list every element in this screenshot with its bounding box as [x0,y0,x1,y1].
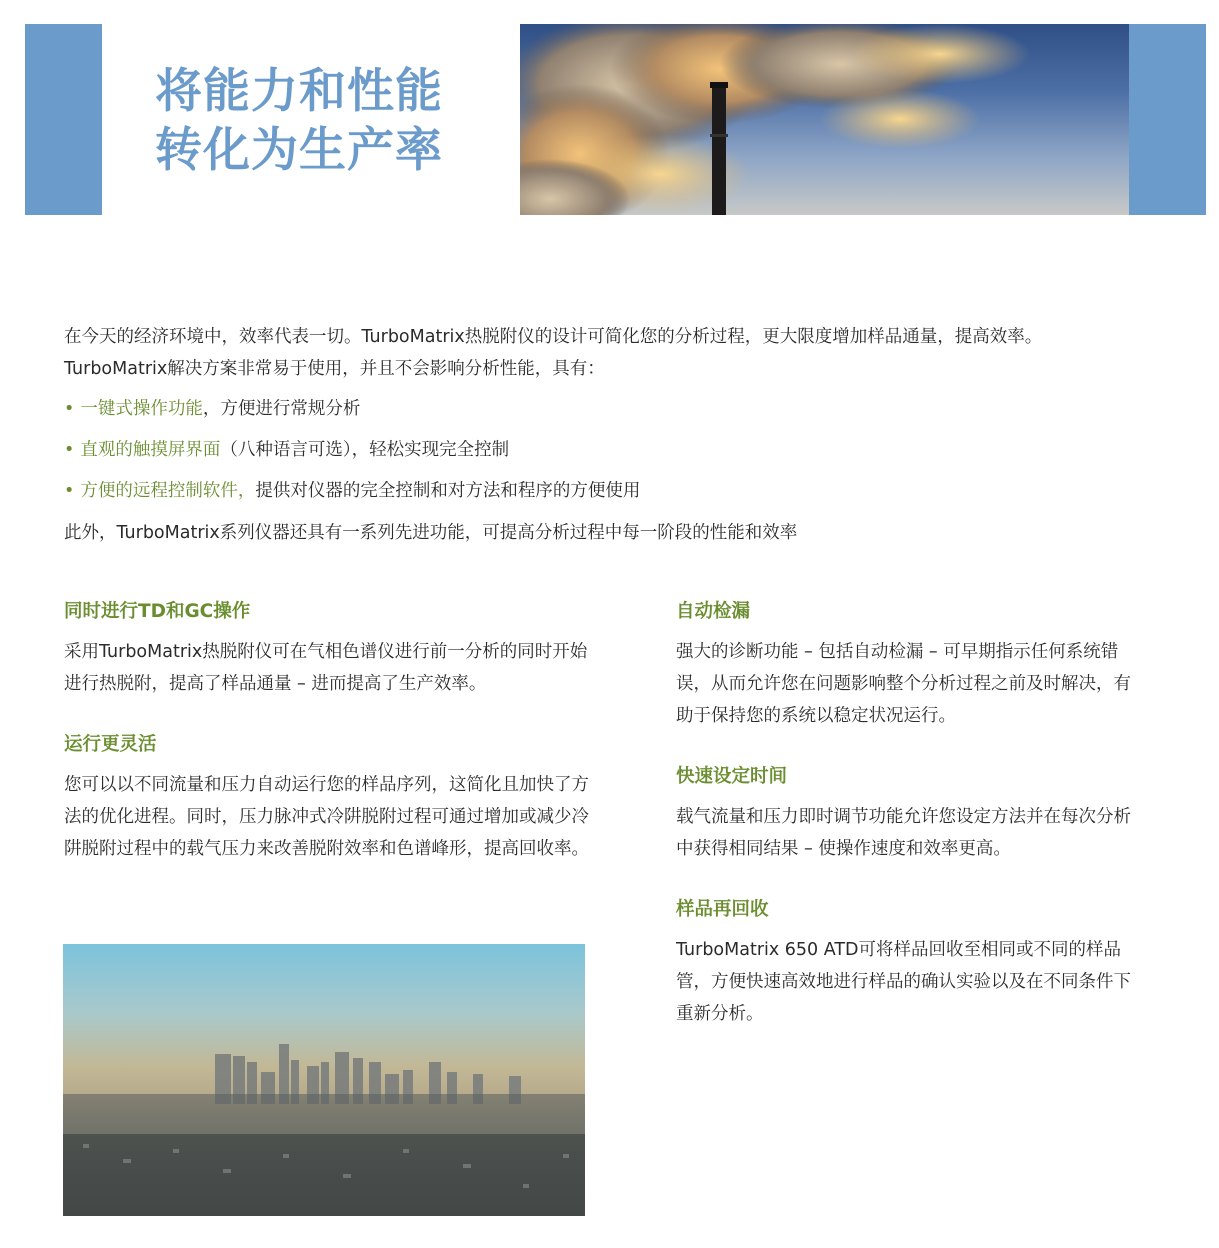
section-title: 自动检漏 [676,601,751,622]
section-fast-setup [676,763,1138,865]
page-title [155,62,515,180]
city-skyline-illustration [63,944,585,1216]
section-title: 运行更灵活 [64,734,157,755]
smokestack-photo [520,24,1129,215]
extra-paragraph: 此外，TurboMatrix系列仪器还具有一系列先进功能，可提高分析过程中每一阶段的性能和效率 [64,523,798,543]
section-body: 您可以以不同流量和压力自动运行您的样品序列，这简化且加快了方法的优化进程。同时，压力脉冲式冷阱脱附过程可通过增加或减少冷阱脱附过程中的载气压力来改善脱附效率和色谱峰形，提高回收率。 [64,775,589,859]
section-flexible-operation [64,731,589,865]
smokestack-illustration [520,24,1129,215]
title-line-2: 转化为生产率 [155,123,443,178]
section-body: 载气流量和压力即时调节功能允许您设定方法并在每次分析中获得相同结果 – 使操作速度和效率更高。 [676,807,1131,859]
section-sample-recollection [676,896,1138,1030]
bullet-highlight: 方便的远程控制软件， [80,481,256,501]
header-left-bar [25,24,102,215]
list-item [64,476,1144,517]
list-item [64,394,1144,435]
bullet-highlight: 一键式操作功能 [80,399,203,419]
intro-paragraph: 在今天的经济环境中，效率代表一切。TurboMatrix热脱附仪的设计可简化您的分析过程，更大限度增加样品通量，提高效率。TurboMatrix解决方案非常易于使用，并且不会影响分析性能，具有： [64,327,1043,379]
section-body: 强大的诊断功能 – 包括自动检漏 – 可早期指示任何系统错误，从而允许您在问题影响整个分析过程之前及时解决，有助于保持您的系统以稳定状况运行。 [676,642,1131,726]
feature-bullet-list [64,394,1144,517]
section-simultaneous-td-gc [64,598,589,700]
section-auto-leak-check [676,598,1138,732]
section-body: 采用TurboMatrix热脱附仪可在气相色谱仪进行前一分析的同时开始进行热脱附，提高了样品通量 – 进而提高了生产效率。 [64,642,588,694]
bullet-icon: • [64,481,75,501]
title-line-1: 将能力和性能 [155,64,443,119]
section-title: 快速设定时间 [676,766,788,787]
bullet-text: 提供对仪器的完全控制和对方法和程序的方便使用 [255,481,641,501]
section-title: 同时进行TD和GC操作 [64,601,251,622]
bullet-highlight: 直观的触摸屏界面 [80,440,221,460]
bullet-icon: • [64,399,75,419]
smoggy-city-photo [63,944,585,1216]
bullet-text: ，方便进行常规分析 [202,399,361,419]
list-item [64,435,1144,476]
bullet-text: （八种语言可选），轻松实现完全控制 [220,440,510,460]
section-body: TurboMatrix 650 ATD可将样品回收至相同或不同的样品管，方便快速高效地进行样品的确认实验以及在不同条件下重新分析。 [676,940,1131,1024]
section-title: 样品再回收 [676,899,769,920]
header-right-bar [1129,24,1206,215]
bullet-icon: • [64,440,75,460]
